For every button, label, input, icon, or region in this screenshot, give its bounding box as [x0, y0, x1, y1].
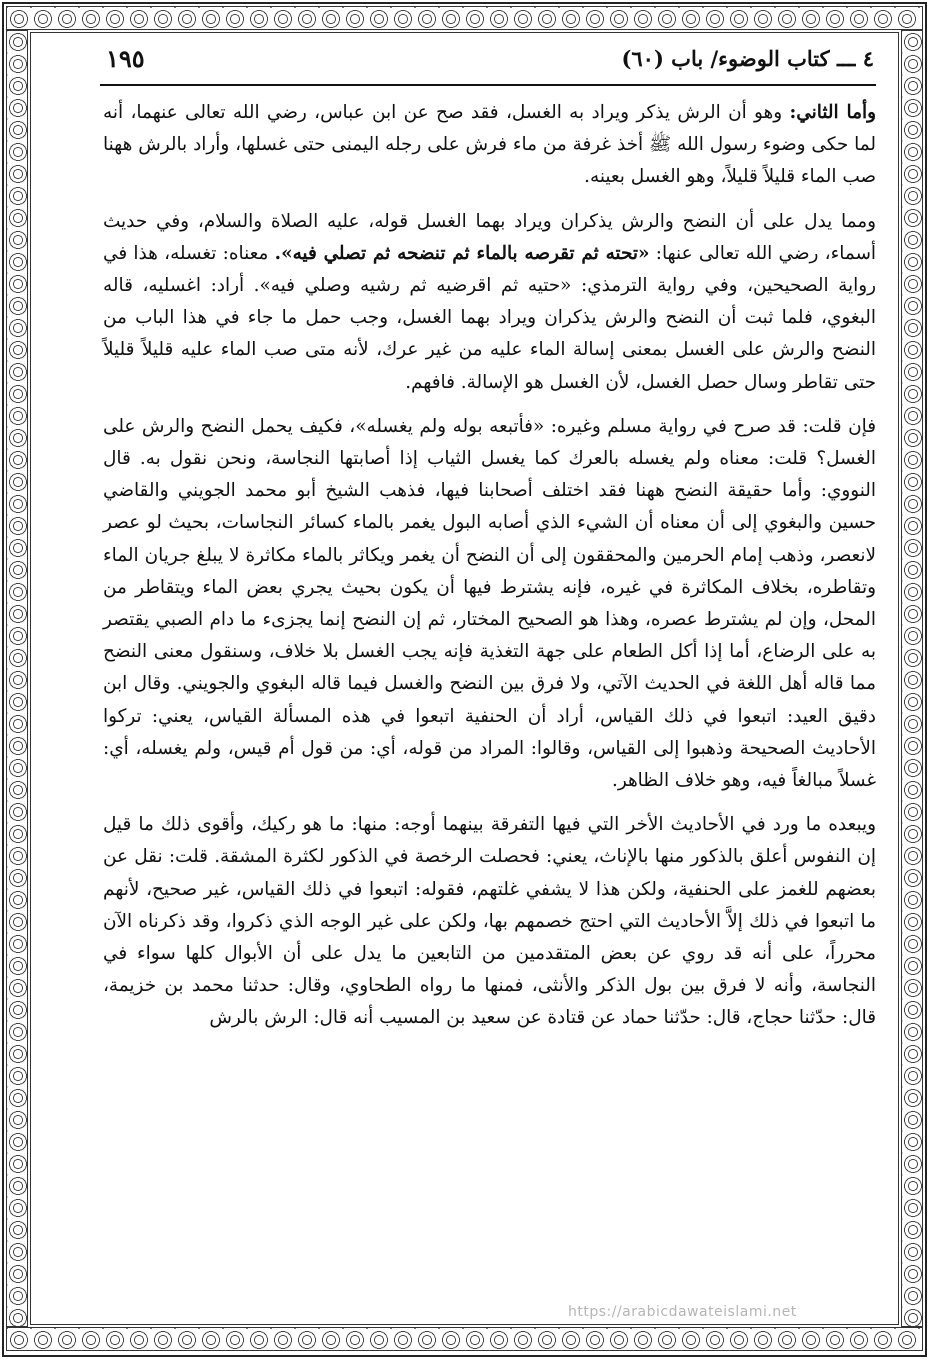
hadith-quote: «تحته ثم تقرصه بالماء ثم تنضحه ثم تصلي فيه».	[274, 242, 650, 264]
paragraph-lead: وأما الثاني:	[789, 102, 876, 123]
paragraph-text: وهو أن الرش يذكر ويراد به الغسل، فقد صح عن ابن عباس، رضي الله تعالى عنهما، أنه لما حكى وضوء رسول الله ﷺ أخذ غرفة من ماء فرش على رجله اليمنى حتى غسلها، وأراد بالرش ههنا صب الماء قليلاً قليلاً، وهو الغسل بعينه.	[103, 102, 876, 188]
header-rule	[100, 84, 876, 86]
ornamental-border-right	[901, 30, 923, 1327]
ornamental-border-bottom	[6, 1327, 923, 1351]
watermark-url: https://arabicdawateislami.net	[568, 1304, 797, 1320]
running-title: ٤ ـــ كتاب الوضوء/ باب (٦٠)	[621, 46, 874, 71]
paragraph-text: ومما يدل على أن النضح والرش يذكران ويراد بهما الغسل قوله، عليه الصلاة والسلام، وفي حديث أسماء، رضي الله تعالى عنها:	[103, 210, 876, 264]
paragraph-1	[103, 97, 876, 194]
page-number: ١٩٥	[106, 44, 145, 73]
ornamental-border-left	[6, 30, 28, 1327]
paragraph-text: فإن قلت: قد صرح في رواية مسلم وغيره: «فأتبعه بوله ولم يغسله»، فكيف يحمل النضح والرش على الغسل؟ قلت: معناه ولم يغسله بالعرك كما يغسل الثياب إذا أصابتها النجاسة، ونحن نقول به. قال النووي: وأما حقيقة النضح ههنا فقد اختلف أصحابنا فيها، فذهب الشيخ أبو محمد الجويني والقاضي حسين والبغوي إلى أن معناه أن الشيء الذي أصابه البول يغمر بالماء كسائر النجاسات، بحيث لو عصر لانعصر، وذهب إمام الحرمين والمحققون إلى أن النضح أن يغمر ويكاثر بالماء مكاثرة لا يبلغ جريان الماء وتقاطره، بخلاف المكاثرة في غيره، فإنه يشترط فيها أن يكون بحيث يجري بعض الماء ويتقاطر من المحل، وإن لم يشترط عصره، وهذا هو الصحيح المختار، ثم إن النضح إنما يجزىء ما دام الصبي يقتصر به على الرضاع، أما إذا أكل الطعام على جهة التغذية فإنه يجب الغسل بلا خلاف، وسنقول معنى النضح مما قاله أهل اللغة في الحديث الآتي، ولا فرق بين النضح والغسل فيما قاله البغوي والجويني. وقال ابن دقيق العيد: اتبعوا في ذلك القياس، أراد أن الحنفية اتبعوا في هذه المسألة القياس، يعني: تركوا الأحاديث الصحيحة وذهبوا إلى القياس، وقالوا: المراد من قوله، أي: من قول أم قيس، ولم يغسله، أي: غسلاً مبالغاً فيه، وهو خلاف الظاهر.	[103, 415, 876, 792]
paragraph-3	[103, 411, 876, 797]
ornamental-border-top	[6, 6, 923, 30]
page-header	[100, 42, 874, 82]
paragraph-4	[103, 809, 876, 1034]
paragraph-2	[103, 206, 876, 399]
page-body	[103, 97, 876, 1035]
paragraph-text: ويبعده ما ورد في الأحاديث الأخر التي فيها التفرقة بينهما أوجه: منها: ما هو ركيك، وأقوى ذلك ما قيل إن النفوس أعلق بالذكور منها بالإناث، يعني: فحصلت الرخصة في الذكور لكثرة المشقة. قلت: نقل عن بعضهم للغمز على الحنفية، ولكن هذا لا يشفي غلتهم، فقوله: اتبعوا في ذلك القياس، غير صحيح، لأنهم ما اتبعوا في ذلك إلاَّ الأحاديث التي احتج خصمهم بها، ولكن على غير الوجه الذي ذكروا، وقد ذكرناه الآن محرراً، على أنه قد روي عن بعض المتقدمين من التابعين ما يدل على أن الأبوال كلها سواء في النجاسة، وأنه لا فرق بين بول الذكر والأنثى، فمنها ما رواه الطحاوي، وقال: حدثنا محمد بن خزيمة، قال: حدّثنا حجاج، قال: حدّثنا حماد عن قتادة عن سعيد بن المسيب أنه قال: الرش بالرش	[103, 814, 876, 1029]
paragraph-text: معناه: تغسله، هذا في رواية الصحيحين، وفي رواية الترمذي: «حتيه ثم اقرضيه ثم رشيه وصلي فيه». أراد: اغسليه، قاله البغوي، فلما ثبت أن النضح والرش يذكران ويراد بهما الغسل، وجب حمل ما جاء في هذا الباب من النضح والرش على الغسل بمعنى إسالة الماء عليه من غير عرك، لأنه متى صب الماء عليه قليلاً قليلاً حتى تقاطر وسال حصل الغسل، لأن الغسل هو الإسالة. فافهم.	[103, 242, 876, 393]
